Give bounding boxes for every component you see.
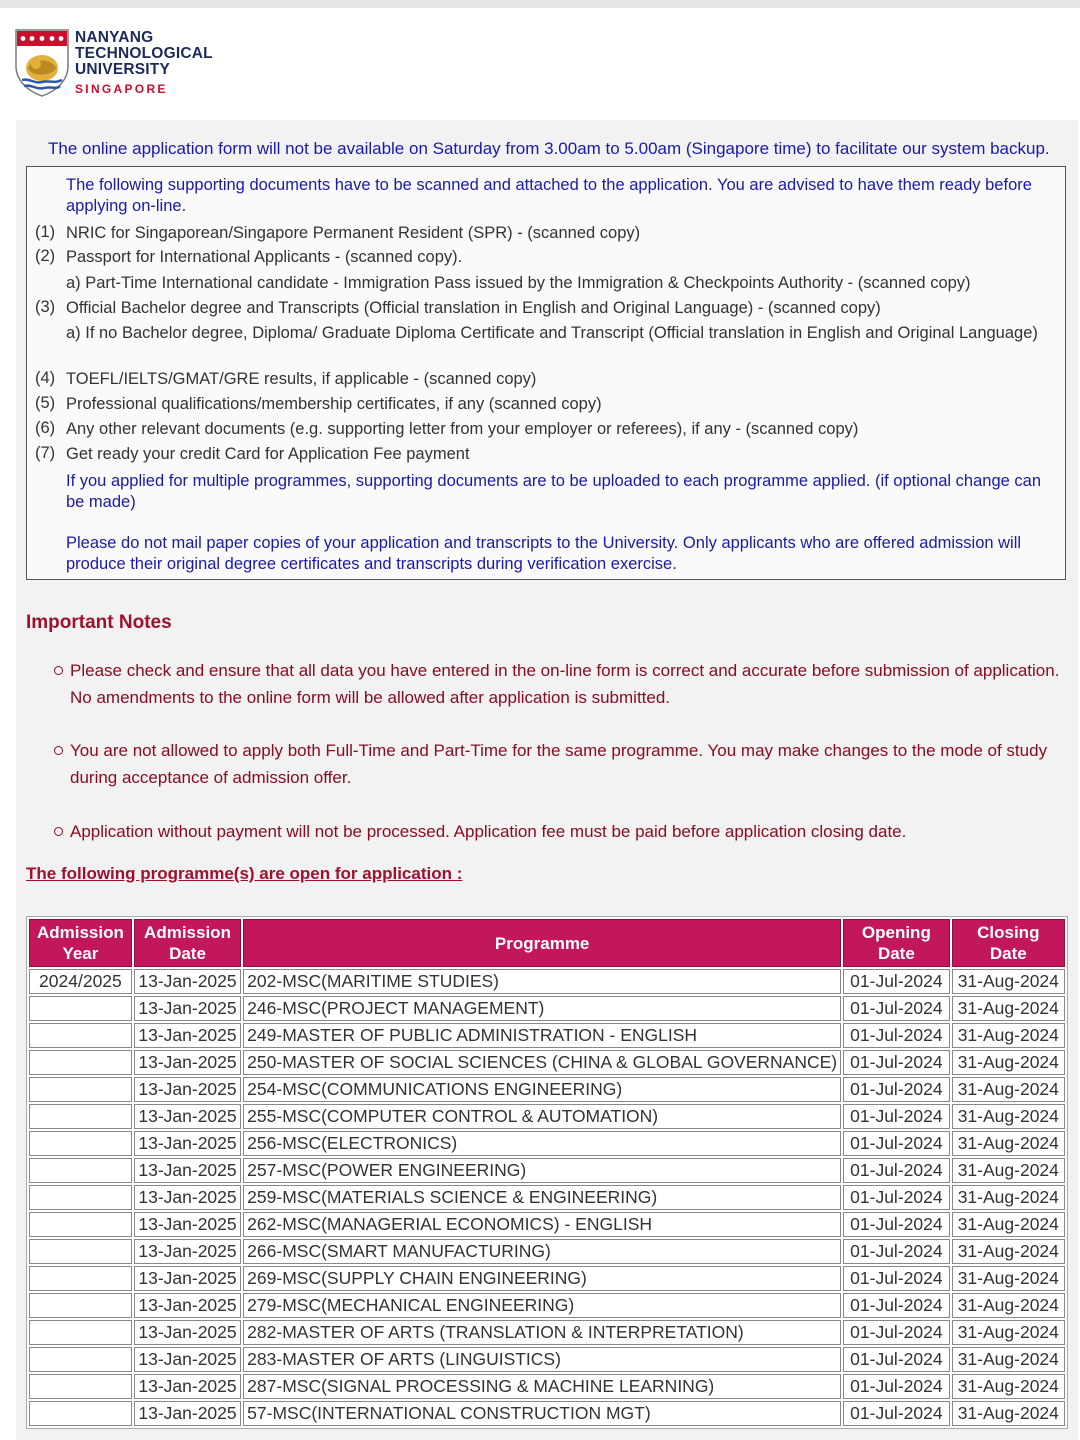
cell-opening-date: 01-Jul-2024 — [843, 1266, 949, 1291]
programme-table — [26, 916, 1068, 1429]
mail-note: Please do not mail paper copies of your application and transcripts to the University. Only applicants who are offered admission will produce their original degree certificates and transcripts during verification exercise. — [66, 534, 1022, 573]
header-opening-date[interactable]: Opening Date — [843, 919, 949, 967]
doc-subitem-text: a) If no Bachelor degree, Diploma/ Graduate Diploma Certificate and Transcript (Official translation in English and Original Language) — [66, 324, 1038, 342]
cell-opening-date: 01-Jul-2024 — [843, 1347, 949, 1372]
ntu-crest-icon — [14, 28, 70, 98]
cell-admission-date: 13-Jan-2025 — [134, 1266, 241, 1291]
header-closing-date[interactable]: Closing Date — [952, 919, 1065, 967]
cell-programme: 255-MSC(COMPUTER CONTROL & AUTOMATION) — [243, 1104, 841, 1129]
doc-item-number: (7) — [35, 444, 56, 462]
header-programme[interactable]: Programme — [243, 919, 841, 967]
cell-opening-date: 01-Jul-2024 — [843, 1374, 949, 1399]
cell-opening-date: 01-Jul-2024 — [843, 1050, 949, 1075]
doc-item-number: (3) — [35, 298, 56, 316]
cell-admission-date: 13-Jan-2025 — [134, 1023, 241, 1048]
cell-closing-date: 31-Aug-2024 — [952, 969, 1065, 994]
cell-opening-date: 01-Jul-2024 — [843, 1320, 949, 1345]
cell-admission-year — [29, 1293, 132, 1318]
supporting-documents-box — [26, 166, 1066, 580]
cell-admission-date: 13-Jan-2025 — [134, 969, 241, 994]
cell-closing-date: 31-Aug-2024 — [952, 996, 1065, 1021]
important-note: Please check and ensure that all data you have entered in the on-line form is correct and accurate before submission of application. No amendments to the online form will be allowed after application is submitted. — [70, 661, 1060, 707]
cell-programme: 259-MSC(MATERIALS SCIENCE & ENGINEERING) — [243, 1185, 841, 1210]
cell-closing-date: 31-Aug-2024 — [952, 1023, 1065, 1048]
doc-item-text: NRIC for Singaporean/Singapore Permanent Resident (SPR) - (scanned copy) — [66, 224, 641, 242]
cell-admission-date: 13-Jan-2025 — [134, 1239, 241, 1264]
header-admission-date[interactable]: Admission Date — [134, 919, 241, 967]
table-row[interactable] — [29, 1212, 1065, 1237]
backup-notice: The online application form will not be available on Saturday from 3.00am to 5.00am (Singapore time) to facilitate our system backup. — [48, 139, 1050, 158]
programme-table-body — [29, 969, 1065, 1426]
table-row[interactable] — [29, 1293, 1065, 1318]
cell-admission-year — [29, 1158, 132, 1183]
cell-admission-date: 13-Jan-2025 — [134, 1347, 241, 1372]
doc-item-text: Passport for International Applicants - (scanned copy). — [66, 248, 463, 266]
doc-item-text: Official Bachelor degree and Transcripts (Official translation in English and Original Language) - (scanned copy) — [66, 299, 881, 317]
doc-item-number: (5) — [35, 394, 56, 412]
cell-closing-date: 31-Aug-2024 — [952, 1158, 1065, 1183]
doc-item-text: Professional qualifications/membership certificates, if any (scanned copy) — [66, 395, 602, 413]
cell-admission-year — [29, 1077, 132, 1102]
cell-admission-year — [29, 1050, 132, 1075]
cell-admission-date: 13-Jan-2025 — [134, 1374, 241, 1399]
cell-opening-date: 01-Jul-2024 — [843, 1239, 949, 1264]
table-row[interactable] — [29, 1374, 1065, 1399]
cell-admission-year — [29, 1320, 132, 1345]
cell-opening-date: 01-Jul-2024 — [843, 1293, 949, 1318]
cell-programme: 57-MSC(INTERNATIONAL CONSTRUCTION MGT) — [243, 1401, 841, 1426]
cell-closing-date: 31-Aug-2024 — [952, 1185, 1065, 1210]
cell-programme: 287-MSC(SIGNAL PROCESSING & MACHINE LEARNING) — [243, 1374, 841, 1399]
cell-admission-year — [29, 1212, 132, 1237]
cell-admission-year — [29, 1401, 132, 1426]
doc-item-text: TOEFL/IELTS/GMAT/GRE results, if applicable - (scanned copy) — [66, 370, 537, 388]
cell-programme: 246-MSC(PROJECT MANAGEMENT) — [243, 996, 841, 1021]
cell-admission-date: 13-Jan-2025 — [134, 1401, 241, 1426]
cell-programme: 262-MSC(MANAGERIAL ECONOMICS) - ENGLISH — [243, 1212, 841, 1237]
cell-admission-year — [29, 1239, 132, 1264]
multi-programme-note: If you applied for multiple programmes, supporting documents are to be uploaded to each programme applied. (if optional change can be made) — [66, 472, 1041, 511]
doc-item-number: (4) — [35, 369, 56, 387]
cell-closing-date: 31-Aug-2024 — [952, 1347, 1065, 1372]
logo-line-singapore: SINGAPORE — [75, 82, 168, 96]
cell-opening-date: 01-Jul-2024 — [843, 1077, 949, 1102]
table-row[interactable] — [29, 1401, 1065, 1426]
bullet-icon — [54, 666, 63, 675]
table-row[interactable] — [29, 1185, 1065, 1210]
cell-programme: 256-MSC(ELECTRONICS) — [243, 1131, 841, 1156]
table-row[interactable] — [29, 1131, 1065, 1156]
table-row[interactable] — [29, 1266, 1065, 1291]
cell-closing-date: 31-Aug-2024 — [952, 1320, 1065, 1345]
cell-admission-year — [29, 1131, 132, 1156]
top-bar — [0, 0, 1080, 8]
doc-item-number: (6) — [35, 419, 56, 437]
cell-admission-year: 2024/2025 — [29, 969, 132, 994]
cell-closing-date: 31-Aug-2024 — [952, 1293, 1065, 1318]
documents-intro: The following supporting documents have to be scanned and attached to the application. You are advised to have them ready before applying on-line. — [66, 176, 1032, 215]
table-header-row — [29, 919, 1065, 967]
cell-opening-date: 01-Jul-2024 — [843, 1185, 949, 1210]
cell-programme: 254-MSC(COMMUNICATIONS ENGINEERING) — [243, 1077, 841, 1102]
doc-item-text: Get ready your credit Card for Application Fee payment — [66, 445, 470, 463]
doc-subitem-text: a) Part-Time International candidate - Immigration Pass issued by the Immigration & Checkpoints Authority - (scanned copy) — [66, 274, 971, 292]
cell-opening-date: 01-Jul-2024 — [843, 1131, 949, 1156]
cell-admission-date: 13-Jan-2025 — [134, 1293, 241, 1318]
table-row[interactable] — [29, 1158, 1065, 1183]
cell-closing-date: 31-Aug-2024 — [952, 1104, 1065, 1129]
table-row[interactable] — [29, 1050, 1065, 1075]
logo-line-technological: TECHNOLOGICAL — [75, 45, 213, 62]
cell-admission-year — [29, 996, 132, 1021]
cell-programme: 283-MASTER OF ARTS (LINGUISTICS) — [243, 1347, 841, 1372]
open-programmes-link[interactable]: The following programme(s) are open for application : — [26, 864, 463, 883]
cell-programme: 282-MASTER OF ARTS (TRANSLATION & INTERPRETATION) — [243, 1320, 841, 1345]
cell-closing-date: 31-Aug-2024 — [952, 1401, 1065, 1426]
cell-admission-date: 13-Jan-2025 — [134, 1050, 241, 1075]
cell-admission-year — [29, 1266, 132, 1291]
cell-opening-date: 01-Jul-2024 — [843, 1023, 949, 1048]
table-row[interactable] — [29, 1023, 1065, 1048]
cell-admission-year — [29, 1185, 132, 1210]
table-row[interactable] — [29, 1320, 1065, 1345]
cell-programme: 250-MASTER OF SOCIAL SCIENCES (CHINA & GLOBAL GOVERNANCE) — [243, 1050, 841, 1075]
cell-admission-year — [29, 1023, 132, 1048]
table-row[interactable] — [29, 969, 1065, 994]
important-note: You are not allowed to apply both Full-Time and Part-Time for the same programme. You may make changes to the mode of study during acceptance of admission offer. — [70, 741, 1048, 787]
cell-admission-date: 13-Jan-2025 — [134, 1212, 241, 1237]
cell-admission-date: 13-Jan-2025 — [134, 1320, 241, 1345]
cell-admission-date: 13-Jan-2025 — [134, 1158, 241, 1183]
bullet-icon — [54, 746, 63, 755]
cell-closing-date: 31-Aug-2024 — [952, 1131, 1065, 1156]
table-row[interactable] — [29, 996, 1065, 1021]
logo-line-nanyang: NANYANG — [75, 29, 154, 46]
table-row[interactable] — [29, 1347, 1065, 1372]
cell-programme: 269-MSC(SUPPLY CHAIN ENGINEERING) — [243, 1266, 841, 1291]
cell-admission-year — [29, 1104, 132, 1129]
doc-item-number: (1) — [35, 223, 56, 241]
doc-item-number: (2) — [35, 247, 56, 265]
cell-admission-date: 13-Jan-2025 — [134, 1104, 241, 1129]
table-row[interactable] — [29, 1239, 1065, 1264]
cell-opening-date: 01-Jul-2024 — [843, 996, 949, 1021]
cell-closing-date: 31-Aug-2024 — [952, 1374, 1065, 1399]
important-note: Application without payment will not be processed. Application fee must be paid before application closing date. — [70, 822, 907, 841]
cell-opening-date: 01-Jul-2024 — [843, 1158, 949, 1183]
important-notes-title: Important Notes — [26, 612, 172, 633]
cell-programme: 266-MSC(SMART MANUFACTURING) — [243, 1239, 841, 1264]
cell-closing-date: 31-Aug-2024 — [952, 1050, 1065, 1075]
cell-admission-year — [29, 1374, 132, 1399]
cell-closing-date: 31-Aug-2024 — [952, 1266, 1065, 1291]
cell-programme: 202-MSC(MARITIME STUDIES) — [243, 969, 841, 994]
cell-opening-date: 01-Jul-2024 — [843, 1212, 949, 1237]
logo-line-university: UNIVERSITY — [75, 61, 171, 78]
table-row[interactable] — [29, 1104, 1065, 1129]
header-admission-year[interactable]: Admission Year — [29, 919, 132, 967]
cell-programme: 249-MASTER OF PUBLIC ADMINISTRATION - ENGLISH — [243, 1023, 841, 1048]
cell-admission-date: 13-Jan-2025 — [134, 1185, 241, 1210]
cell-opening-date: 01-Jul-2024 — [843, 969, 949, 994]
cell-programme: 257-MSC(POWER ENGINEERING) — [243, 1158, 841, 1183]
cell-closing-date: 31-Aug-2024 — [952, 1077, 1065, 1102]
cell-programme: 279-MSC(MECHANICAL ENGINEERING) — [243, 1293, 841, 1318]
doc-item-text: Any other relevant documents (e.g. supporting letter from your employer or referees), if any - (scanned copy) — [66, 420, 859, 438]
table-row[interactable] — [29, 1077, 1065, 1102]
cell-admission-year — [29, 1347, 132, 1372]
cell-opening-date: 01-Jul-2024 — [843, 1104, 949, 1129]
ntu-logo[interactable] — [14, 28, 214, 100]
bullet-icon — [54, 827, 63, 836]
cell-opening-date: 01-Jul-2024 — [843, 1401, 949, 1426]
cell-closing-date: 31-Aug-2024 — [952, 1212, 1065, 1237]
cell-admission-date: 13-Jan-2025 — [134, 1077, 241, 1102]
cell-admission-date: 13-Jan-2025 — [134, 1131, 241, 1156]
cell-closing-date: 31-Aug-2024 — [952, 1239, 1065, 1264]
cell-admission-date: 13-Jan-2025 — [134, 996, 241, 1021]
